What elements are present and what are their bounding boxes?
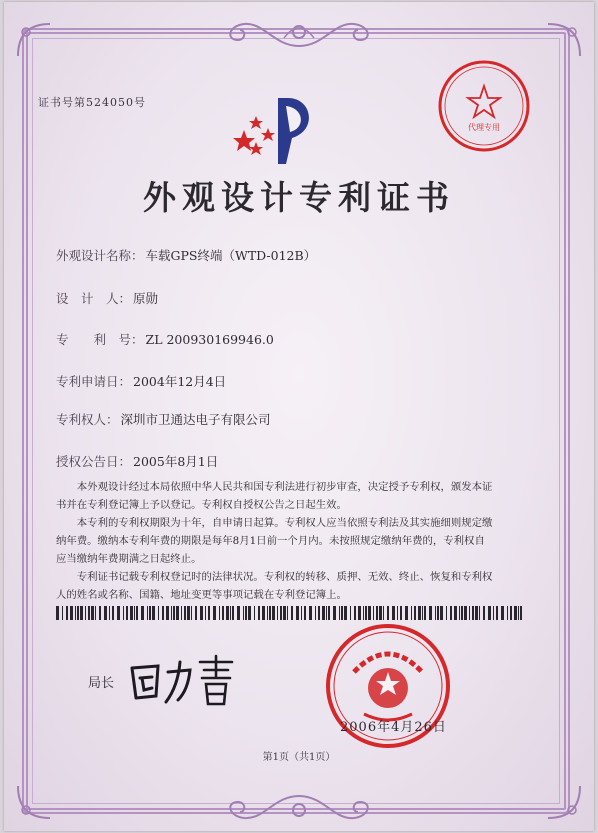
bottom-ornament-icon [214, 790, 384, 826]
certificate-title: 外观设计专利证书 [143, 178, 455, 217]
field-application-date [56, 372, 226, 390]
field-patent-number [56, 330, 274, 348]
certificate-sheet [4, 2, 594, 831]
top-ornament-icon [214, 16, 384, 52]
field-label: 专利权人： [56, 412, 119, 427]
field-grant-date [56, 452, 218, 470]
corner-ornament-icon [544, 782, 584, 822]
field-value: 深圳市卫通达电子有限公司 [120, 412, 271, 427]
director-label: 局长 [88, 676, 115, 691]
field-value: 原勋 [133, 291, 159, 306]
barcode-icon [56, 606, 524, 620]
field-value: ZL 200930169946.0 [145, 332, 274, 347]
field-value: 车载GPS终端（WTD-012B） [145, 248, 317, 263]
patent-office-emblem-icon [226, 90, 326, 168]
body-paragraph: 本专利的专利权期限为十年，自申请日起算。专利权人应当依照专利法及其实施细则规定缴纳年费。缴纳本专利年费的期限是每年8月1日前一个月内。未按照规定缴纳年费的，专利权自应当缴纳年费期满之日起终止。 [56, 517, 493, 565]
field-label: 专利申请日： [56, 374, 132, 389]
corner-ornament-icon [14, 782, 54, 822]
svg-text:代理专用: 代理专用 [468, 123, 500, 132]
corner-ornament-icon [14, 20, 54, 60]
body-paragraph: 专利证书记载专利权登记时的法律状况。专利权的转移、质押、无效、终止、恢复和专利权人的姓名或名称、国籍、地址变更等事项记载在专利登记簿上。 [56, 571, 493, 601]
corner-ornament-icon [544, 20, 584, 60]
field-value: 2005年8月1日 [133, 454, 219, 469]
issue-date: 2006年4月26日 [340, 720, 447, 735]
director-signature-icon [122, 650, 242, 710]
agency-seal-icon [434, 56, 534, 156]
field-label: 授权公告日： [56, 454, 132, 469]
field-patentee [56, 410, 271, 428]
field-value: 2004年12月4日 [133, 374, 227, 389]
certificate-number: 证书号第524050号 [38, 96, 146, 109]
field-label: 设 计 人： [56, 291, 132, 306]
field-design-name [56, 246, 316, 264]
field-label: 外观设计名称： [56, 248, 144, 263]
page-number: 第1页（共1页） [262, 752, 336, 763]
certificate-body [56, 478, 494, 604]
body-paragraph: 本外观设计经过本局依照中华人民共和国专利法进行初步审查，决定授予专利权，颁发本证书并在专利登记簿上予以登记。专利权自授权公告之日起生效。 [56, 481, 493, 511]
field-designer [56, 289, 158, 307]
field-label: 专 利 号： [56, 332, 144, 347]
